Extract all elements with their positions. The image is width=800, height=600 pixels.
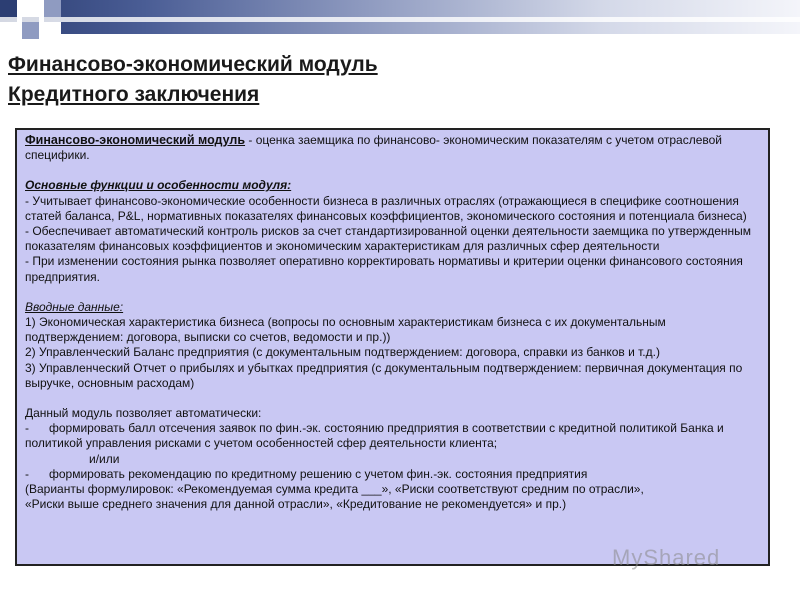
- auto-variants-line1: (Варианты формулировок: «Рекомендуемая сумма кредита ___», «Риски соответствуют средним по отрасли»,: [25, 482, 644, 497]
- intro-text: оценка заемщика по финансово- экономическим показателям с учетом отраслевой специфики.: [25, 133, 722, 163]
- content-box: [15, 128, 770, 566]
- auto-item-2: [25, 467, 760, 482]
- slide-title-line2: Кредитного заключения: [8, 83, 260, 106]
- inputs-item: 3) Управленческий Отчет о прибылях и убытках предприятия (с документальным подтверждением: первичная документация по выручке, основным расходам): [25, 360, 743, 390]
- intro-sep: -: [245, 133, 256, 147]
- header-decoration-gap: [17, 0, 22, 44]
- inputs-item: 1) Экономическая характеристика бизнеса (вопросы по основным характеристикам бизнеса с их документальным подтверждением: договора, выписки со счетов, ведомости и пр.)): [25, 315, 666, 345]
- spacer: [25, 285, 760, 300]
- auto-lead: Данный модуль позволяет автоматически:: [25, 406, 262, 421]
- spacer: [25, 163, 760, 178]
- header-decoration-square: [0, 22, 17, 39]
- auto-item-1: [25, 421, 760, 451]
- auto-or: и/или: [89, 451, 120, 466]
- header-decoration-square: [44, 22, 61, 39]
- intro-term: Финансово-экономический модуль: [25, 133, 246, 147]
- intro-paragraph: [25, 133, 760, 163]
- header-decoration-gap: [0, 17, 800, 22]
- header-decoration-square: [22, 22, 39, 39]
- slide-title-line1: Финансово-экономический модуль: [8, 53, 378, 76]
- watermark-logo: MyShared: [612, 545, 721, 570]
- list-dash: -: [25, 421, 29, 436]
- functions-item: - При изменении состояния рынка позволяет оперативно корректировать нормативы и критерии оценки финансового состояния предприятия.: [25, 254, 743, 284]
- header-decoration-square: [22, 0, 39, 17]
- functions-item: - Учитывает финансово-экономические особенности бизнеса в различных отраслях (отражающиеся в специфике соотношения статей баланса, P&L, нормативных показателях финансовых коэффициентов, экономического состояния и потенциала бизнеса): [25, 193, 747, 223]
- inputs-heading: Вводные данные:: [25, 299, 124, 314]
- header-decoration-square: [0, 0, 17, 17]
- header-decoration-square: [44, 0, 61, 17]
- spacer: [25, 391, 760, 406]
- functions-item: - Обеспечивает автоматический контроль рисков за счет стандартизированной оценки деятельности заемщика по утвержденным показателям финансовых коэффициентов и экономическим характеристикам для различных сфер деятельности: [25, 224, 752, 254]
- functions-heading: Основные функции и особенности модуля:: [25, 178, 292, 193]
- auto-variants-line2: «Риски выше среднего значения для данной отрасли», «Кредитование не рекомендуется» и пр.): [25, 497, 567, 512]
- list-dash: -: [25, 466, 29, 481]
- auto-item-2-text: формировать рекомендацию по кредитному решению с учетом фин.-эк. состояния предприятия: [49, 466, 588, 481]
- auto-item-1-text: формировать балл отсечения заявок по фин.-эк. состоянию предприятия в соответствии с кредитной политикой Банка и политикой управления рисками с учетом особенностей сфер деятельности клиента;: [25, 421, 724, 451]
- slide-title: [8, 50, 378, 110]
- header-decoration-gap: [39, 0, 44, 44]
- inputs-item: 2) Управленческий Баланс предприятия (с документальным подтверждением: договора, справки из банков и т.д.): [25, 345, 660, 360]
